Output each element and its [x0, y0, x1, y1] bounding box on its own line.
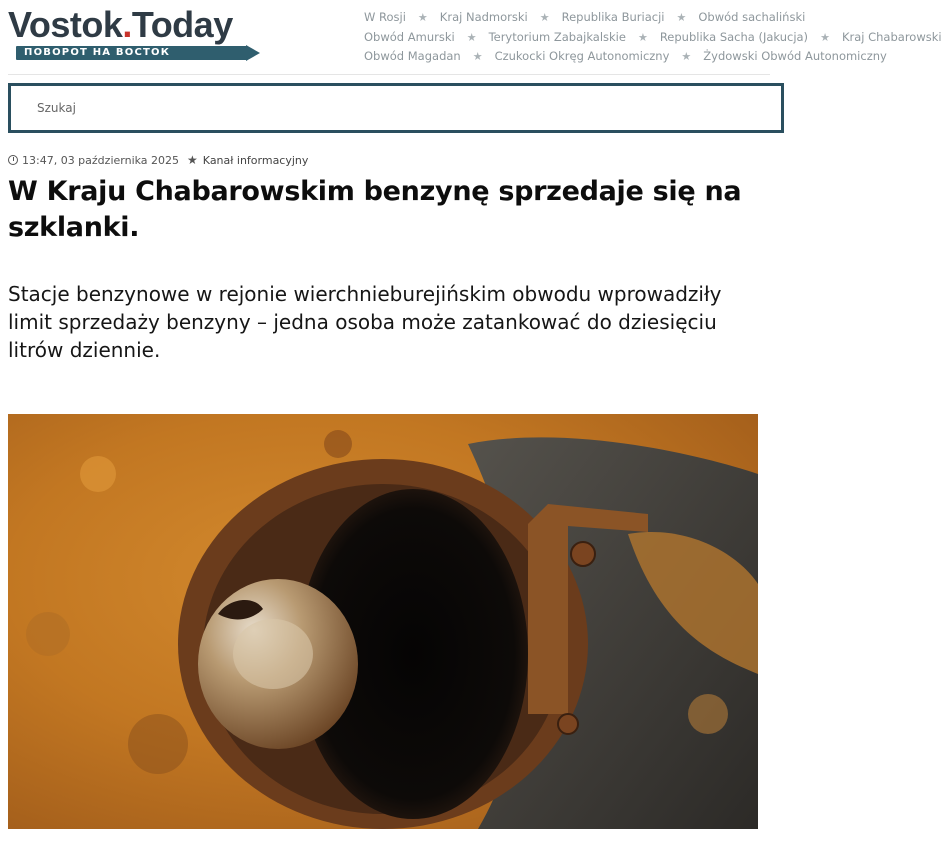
star-icon: ★ — [472, 50, 483, 63]
regions-row-1 — [364, 8, 806, 28]
star-icon: ★ — [681, 50, 692, 63]
clock-icon — [8, 155, 18, 165]
article-lead: Stacje benzynowe w rejonie wierchnieburejińskim obwodu wprowadziły limit sprzedaży benzyny – jedna osoba może zatankować do dziesięciu litrów dziennie. — [8, 282, 722, 362]
logo-wordmark — [8, 6, 233, 44]
logo-name-part1: Vostok — [8, 4, 123, 45]
region-link[interactable]: Obwód sachaliński — [698, 10, 806, 24]
star-icon: ★ — [820, 30, 830, 44]
logo-arrow-icon — [246, 45, 260, 61]
article-headline: W Kraju Chabarowskim benzynę sprzedaje się na szklanki. — [8, 176, 742, 243]
star-icon: ★ — [676, 11, 687, 24]
site-logo[interactable] — [8, 6, 268, 58]
region-link[interactable]: W Rosji — [364, 10, 406, 24]
search-input[interactable] — [11, 86, 781, 130]
regions-row-2 — [364, 28, 942, 48]
region-link[interactable]: Żydowski Obwód Autonomiczny — [703, 49, 887, 63]
article-datetime: 13:47, 03 października 2025 — [22, 153, 180, 167]
logo-dot: . — [122, 4, 132, 45]
logo-name-part2: Today — [131, 4, 233, 45]
article-image — [8, 414, 758, 829]
channel-link[interactable]: Kanał informacyjny — [202, 153, 309, 167]
search-box — [8, 83, 784, 133]
star-icon: ★ — [466, 30, 477, 44]
header-divider — [8, 74, 770, 75]
regions-nav — [364, 8, 942, 64]
region-link[interactable]: Kraj Nadmorski — [439, 10, 528, 24]
article-meta — [8, 152, 308, 168]
region-link[interactable]: Czukocki Okręg Autonomiczny — [494, 49, 670, 63]
region-link[interactable]: Terytorium Zabajkalskie — [488, 29, 626, 44]
logo-tagline: ПОВОРОТ НА ВОСТОК — [16, 46, 246, 60]
star-icon: ★ — [539, 11, 550, 24]
region-link[interactable]: Obwód Magadan — [364, 49, 461, 63]
regions-row-3 — [364, 47, 887, 67]
star-icon: ★ — [187, 153, 198, 167]
star-icon: ★ — [417, 11, 428, 24]
star-icon: ★ — [637, 30, 648, 44]
region-link[interactable]: Republika Sacha (Jakucja) — [659, 29, 809, 44]
region-link[interactable]: Obwód Amurski — [364, 29, 455, 44]
region-link[interactable]: Kraj Chabarowski — [841, 29, 942, 44]
region-link[interactable]: Republika Buriacji — [561, 10, 665, 24]
